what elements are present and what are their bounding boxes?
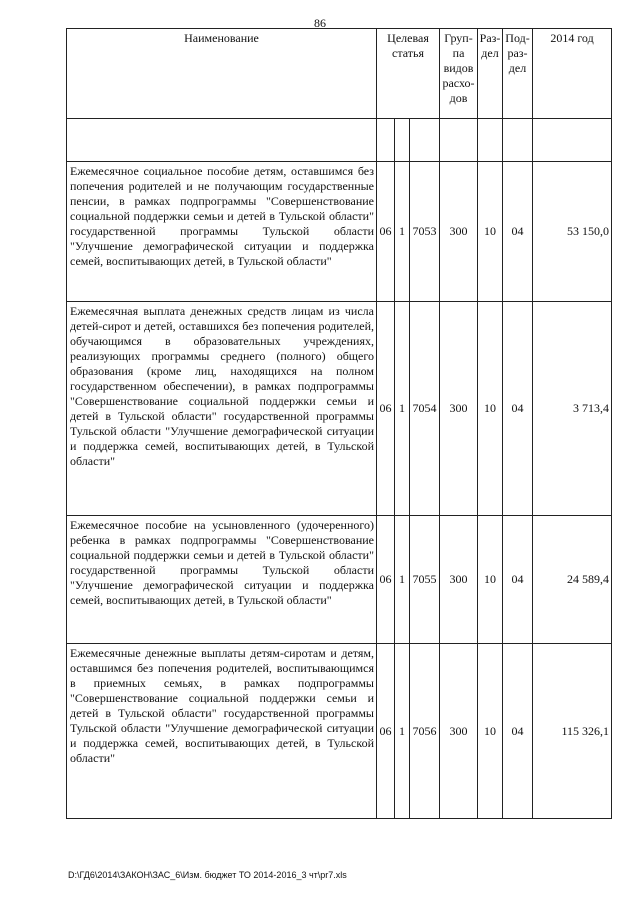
- row-amount: 24 589,4: [533, 516, 612, 644]
- row-name: Ежемесячная выплата денежных средств лицам из числа детей-сирот и детей, оставшихся без попечения родителей, обучающимся в образовательных учреждениях, реализующих программы среднего (полного) общего образования (кроме лиц, находящихся на полном государственном обеспечении), в рамках подпрограммы "Совершенствование социальной поддержки семьи и детей в Тульской области" государственной программы Тульской области "Улучшение демографической ситуации и поддержка семей, воспитывающих детей, в Тульской области": [67, 302, 377, 516]
- table-row: [67, 302, 612, 516]
- row-name: Ежемесячное пособие на усыновленного (удочеренного) ребенка в рамках подпрограммы "Совершенствование социальной поддержки семьи и детей в Тульской области" государственной программы Тульской области "Улучшение демографической ситуации и поддержка семей, воспитывающих детей, в Тульской области": [67, 516, 377, 644]
- row-group: 300: [440, 644, 478, 819]
- row-code-subprogram: 1: [395, 516, 410, 644]
- row-section: 10: [478, 302, 503, 516]
- row-amount: 3 713,4: [533, 302, 612, 516]
- header-name-text: Наименование: [184, 31, 259, 45]
- row-code-program: 06: [377, 644, 395, 819]
- row-code-subprogram: 1: [395, 162, 410, 302]
- header-section-text: Раз-дел: [479, 31, 501, 60]
- row-subsection: 04: [503, 302, 533, 516]
- header-year: [533, 29, 612, 119]
- row-code-program: 06: [377, 302, 395, 516]
- header-year-text: 2014 год: [550, 31, 594, 45]
- row-code-subprogram: 1: [395, 302, 410, 516]
- row-code-direction: 7056: [410, 644, 440, 819]
- file-path-footer: D:\ГД6\2014\ЗАКОН\ЗАС_6\Изм. бюджет ТО 2014-2016_3 чт\pr7.xls: [68, 870, 347, 880]
- page-number: 86: [314, 16, 326, 30]
- header-group-text: Груп-па видов расхо-дов: [442, 31, 475, 105]
- row-subsection: 04: [503, 516, 533, 644]
- header-target-text: Целевая статья: [387, 31, 429, 60]
- budget-table: [66, 28, 612, 819]
- row-code-direction: 7053: [410, 162, 440, 302]
- header-name: [67, 29, 377, 119]
- table-row: [67, 516, 612, 644]
- row-section: 10: [478, 516, 503, 644]
- row-section: 10: [478, 644, 503, 819]
- row-subsection: 04: [503, 644, 533, 819]
- row-code-subprogram: 1: [395, 644, 410, 819]
- row-name: Ежемесячное социальное пособие детям, оставшимся без попечения родителей и не получающим государственные пенсии, в рамках подпрограммы "Совершенствование социальной поддержки семьи и детей в Тульской области" государственной программы Тульской области "Улучшение демографической ситуации и поддержка семей, воспитывающих детей, в Тульской области": [67, 162, 377, 302]
- row-code-direction: 7055: [410, 516, 440, 644]
- header-subsection: [503, 29, 533, 119]
- header-row: [67, 29, 612, 119]
- row-code-program: 06: [377, 162, 395, 302]
- row-subsection: 04: [503, 162, 533, 302]
- row-code-program: 06: [377, 516, 395, 644]
- header-section: [478, 29, 503, 119]
- header-group: [440, 29, 478, 119]
- table-row: [67, 162, 612, 302]
- header-target: [377, 29, 440, 119]
- spacer-row: [67, 119, 612, 162]
- row-amount: 53 150,0: [533, 162, 612, 302]
- header-subsection-text: Под-раз-дел: [505, 31, 530, 75]
- row-group: 300: [440, 516, 478, 644]
- row-group: 300: [440, 162, 478, 302]
- row-section: 10: [478, 162, 503, 302]
- row-group: 300: [440, 302, 478, 516]
- table-row: [67, 644, 612, 819]
- row-name: Ежемесячные денежные выплаты детям-сиротам и детям, оставшимся без попечения родителей, воспитывающимся в приемных семьях, в рамках подпрограммы "Совершенствование социальной поддержки семьи и детей в Тульской области" государственной программы Тульской области "Улучшение демографической ситуации и поддержка семей, воспитывающих детей, в Тульской области": [67, 644, 377, 819]
- row-code-direction: 7054: [410, 302, 440, 516]
- row-amount: 115 326,1: [533, 644, 612, 819]
